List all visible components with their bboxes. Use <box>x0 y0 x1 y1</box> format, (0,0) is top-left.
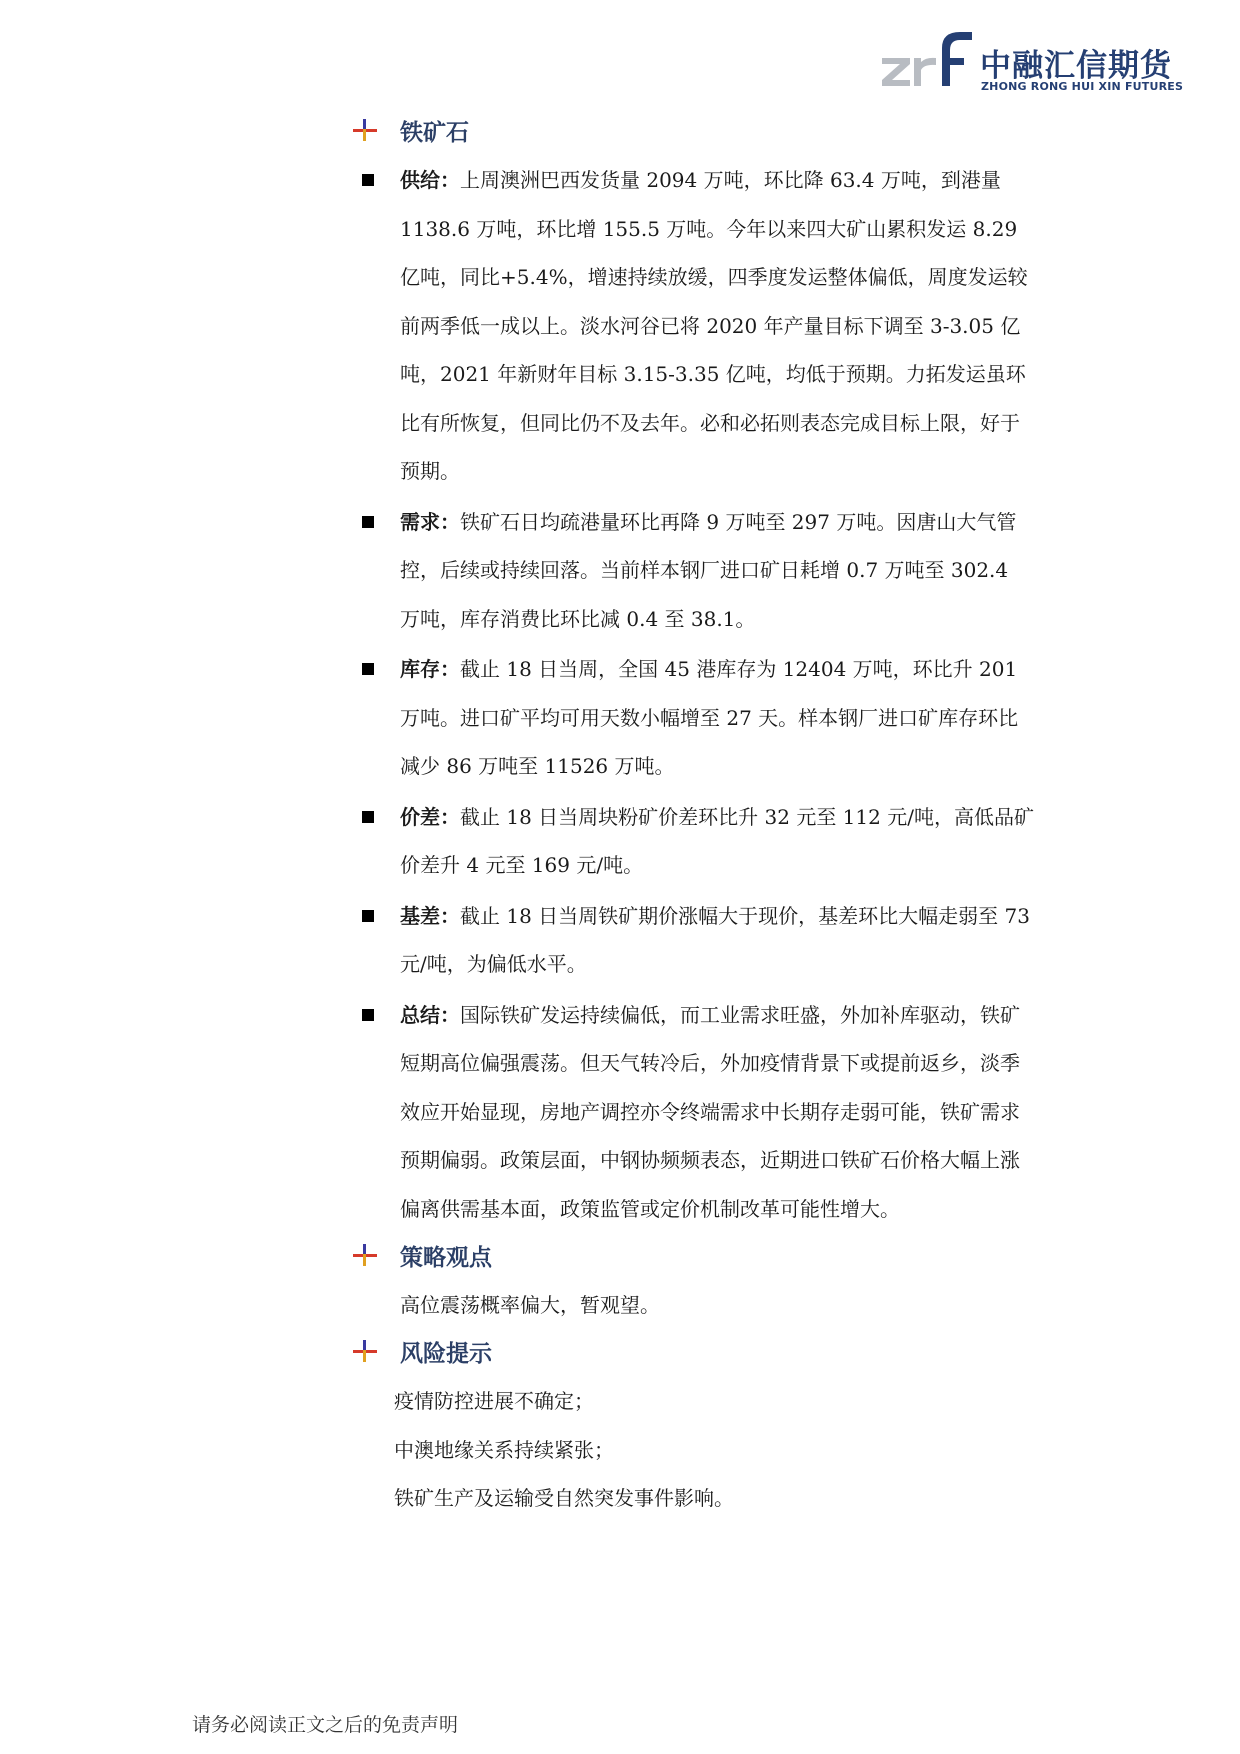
bullet-basis <box>356 892 1034 989</box>
bullet-label: 库存： <box>400 657 460 681</box>
bullet-label: 总结： <box>400 1002 460 1027</box>
bullet-text: 铁矿石日均疏港量环比再降 9 万吨至 297 万吨。因唐山大气管控，后续或持续回落。当前样本钢厂进口矿日耗增 0.7 万吨至 302.4 万吨，库存消费比环比减 0.4 至 38.1。 <box>400 509 1017 631</box>
square-bullet-icon <box>362 1009 374 1021</box>
bullet-inventory <box>356 645 1034 791</box>
risk-item: 疫情防控进展不确定； <box>394 1389 594 1413</box>
risk-item: 中澳地缘关系持续紧张； <box>394 1437 614 1462</box>
square-bullet-icon <box>362 663 374 675</box>
bullet-summary <box>356 991 1034 1234</box>
bullet-label: 价差： <box>400 804 460 829</box>
risk-item: 铁矿生产及运输受自然突发事件影响。 <box>394 1486 734 1510</box>
bullet-text: 截止 18 日当周块粉矿价差环比升 32 元至 112 元/吨，高低品矿价差升 4 元至 169 元/吨。 <box>400 804 1034 877</box>
square-bullet-icon <box>362 516 374 528</box>
bullet-label: 供给： <box>400 168 460 192</box>
bullet-demand <box>356 498 1034 644</box>
bullet-label: 基差： <box>400 903 460 928</box>
zrf-logo-icon <box>880 28 976 100</box>
bullet-supply <box>356 156 1034 496</box>
report-body <box>356 108 1034 1523</box>
section-risk-heading <box>356 1329 1034 1377</box>
section-marker-icon <box>352 1243 378 1269</box>
section-title: 策略观点 <box>400 1245 492 1271</box>
bullet-text: 截止 18 日当周，全国 45 港库存为 12404 万吨，环比升 201 万吨。进口矿平均可用天数小幅增至 27 天。样本钢厂进口矿库存环比减少 86 万吨至 11526 万吨。 <box>400 657 1019 778</box>
company-name-cn: 中融汇信期货 <box>980 48 1172 84</box>
bullet-text: 国际铁矿发运持续偏低，而工业需求旺盛，外加补库驱动，铁矿短期高位偏强震荡。但天气转冷后，外加疫情背景下或提前返乡，淡季效应开始显现，房地产调控亦令终端需求中长期存走弱可能，铁矿需求预期偏弱。政策层面，中钢协频频表态，近期进口铁矿石价格大幅上涨偏离供需基本面，政策监管或定价机制改革可能性增大。 <box>400 1002 1020 1221</box>
bullet-text: 截止 18 日当周铁矿期价涨幅大于现价，基差环比大幅走弱至 73 元/吨，为偏低水平。 <box>400 903 1030 976</box>
square-bullet-icon <box>362 910 374 922</box>
bullet-spread <box>356 793 1034 890</box>
bullet-label: 需求： <box>400 509 460 534</box>
company-name-en: ZHONG RONG HUI XIN FUTURES <box>981 80 1184 93</box>
section-marker-icon <box>352 118 378 144</box>
bullet-text: 上周澳洲巴西发货量 2094 万吨，环比降 63.4 万吨，到港量 1138.6 万吨，环比增 155.5 万吨。今年以来四大矿山累积发运 8.29 亿吨，同比+5.4%，增速持续放缓，四季度发运整体偏低，周度发运较前两季低一成以上。淡水河谷已将 2020 年产量目标下调至 3-3.05 亿吨，2021 年新财年目标 3.15-3.35 亿吨，均低于预期。力拓发运虽环比有所恢复，但同比仍不及去年。必和必拓则表态完成目标上限，好于预期。 <box>400 168 1028 483</box>
section-marker-icon <box>352 1339 378 1365</box>
section-iron-ore-heading <box>356 108 1034 156</box>
square-bullet-icon <box>362 811 374 823</box>
section-strategy-heading <box>356 1233 1034 1281</box>
square-bullet-icon <box>362 174 374 186</box>
company-logo <box>880 28 1184 100</box>
section-title: 铁矿石 <box>400 120 469 146</box>
section-title: 风险提示 <box>400 1341 492 1367</box>
strategy-text: 高位震荡概率偏大，暂观望。 <box>400 1293 660 1317</box>
footer-disclaimer: 请务必阅读正文之后的免责声明 <box>192 1714 459 1736</box>
